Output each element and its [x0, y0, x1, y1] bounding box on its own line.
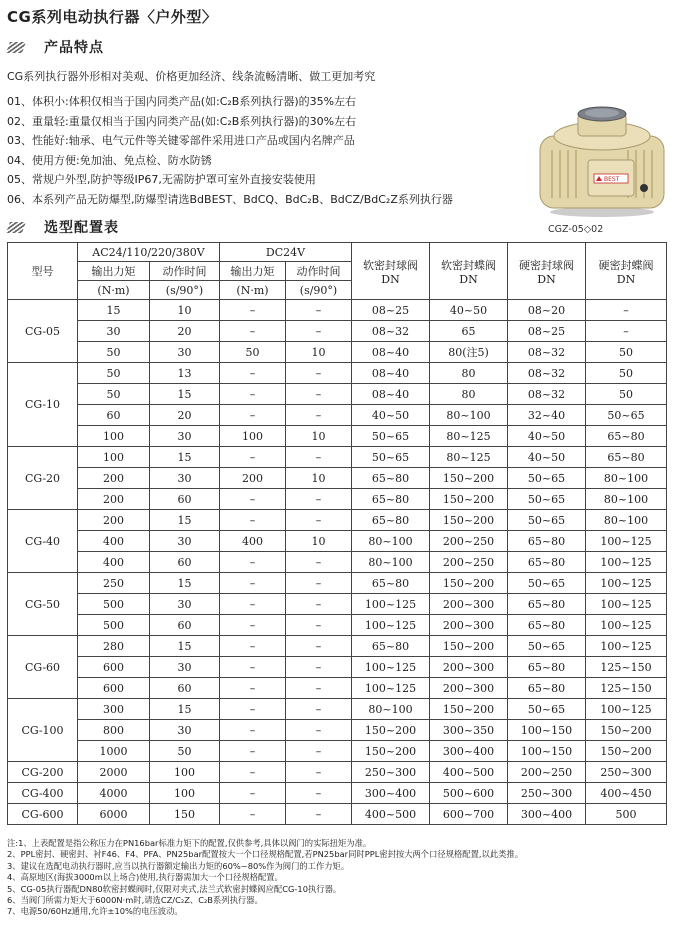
table-cell: 250: [78, 573, 150, 594]
table-cell: 80~125: [430, 447, 508, 468]
table-cell: 50~65: [508, 510, 586, 531]
table-cell: 20: [150, 405, 220, 426]
table-row: [8, 300, 667, 321]
header-soft-butterfly: 软密封蝶阀 DN: [430, 243, 508, 300]
table-cell: 50~65: [586, 405, 667, 426]
table-cell: –: [286, 699, 352, 720]
table-cell: –: [286, 783, 352, 804]
table-cell: –: [286, 510, 352, 531]
model-cell: CG-40: [8, 510, 78, 573]
section-marker-icon: [6, 222, 26, 233]
table-cell: 65~80: [586, 426, 667, 447]
model-cell: CG-100: [8, 699, 78, 762]
table-cell: 200: [220, 468, 286, 489]
table-cell: 08~32: [508, 384, 586, 405]
table-cell: 80: [430, 363, 508, 384]
table-row: [8, 510, 667, 531]
table-cell: 400: [78, 552, 150, 573]
table-cell: 200~300: [430, 678, 508, 699]
table-cell: –: [220, 447, 286, 468]
table-cell: 60: [78, 405, 150, 426]
table-cell: 50: [586, 363, 667, 384]
table-cell: –: [286, 363, 352, 384]
table-row: [8, 363, 667, 384]
table-cell: –: [286, 657, 352, 678]
table-row: [8, 552, 667, 573]
header-ac-torque-unit: (N·m): [78, 281, 150, 300]
table-row: [8, 699, 667, 720]
feature-item: 03、性能好:轴承、电气元件等关键零部件采用进口产品或国内名牌产品: [7, 134, 355, 147]
table-cell: 40~50: [352, 405, 430, 426]
table-cell: 100~150: [508, 741, 586, 762]
table-cell: –: [586, 300, 667, 321]
table-cell: 80(注5): [430, 342, 508, 363]
table-cell: –: [286, 405, 352, 426]
table-cell: 150~200: [586, 741, 667, 762]
feature-item: 02、重量轻:重量仅相当于国内同类产品(如:C₂B系列执行器)的30%左右: [7, 114, 357, 128]
note-line: 4、高原地区(海拔3000m以上场合)使用,执行器需加大一个口径规格配置。: [7, 872, 283, 883]
table-cell: 10: [286, 468, 352, 489]
table-cell: 30: [78, 321, 150, 342]
table-cell: 50~65: [508, 468, 586, 489]
selection-table: [7, 242, 667, 825]
table-cell: 15: [150, 447, 220, 468]
table-cell: 200~300: [430, 657, 508, 678]
table-cell: 100~125: [352, 594, 430, 615]
table-cell: 15: [150, 510, 220, 531]
table-cell: 80~100: [430, 405, 508, 426]
table-cell: 65~80: [508, 552, 586, 573]
model-cell: CG-400: [8, 783, 78, 804]
brand-label: BEST: [604, 176, 620, 183]
table-cell: 100~125: [586, 699, 667, 720]
table-cell: 50: [220, 342, 286, 363]
table-cell: 15: [150, 699, 220, 720]
table-cell: 50: [586, 384, 667, 405]
table-cell: –: [286, 594, 352, 615]
table-cell: 65: [430, 321, 508, 342]
table-cell: 400: [220, 531, 286, 552]
table-cell: 125~150: [586, 657, 667, 678]
table-row: [8, 342, 667, 363]
header-dc-time-unit: (s/90°): [286, 281, 352, 300]
table-row: [8, 657, 667, 678]
table-cell: –: [220, 363, 286, 384]
section-header-features: [8, 37, 104, 57]
table-row: [8, 636, 667, 657]
table-cell: 500: [78, 615, 150, 636]
table-cell: –: [220, 405, 286, 426]
table-cell: 100: [78, 447, 150, 468]
table-cell: –: [220, 552, 286, 573]
table-cell: 08~40: [352, 363, 430, 384]
section-marker-icon: [6, 42, 26, 53]
note-line: 5、CG-05执行器配DN80软密封蝶阀时,仅限对夹式,法兰式软密封蝶阀应配CG-10执行器。: [7, 883, 342, 894]
table-row: [8, 426, 667, 447]
table-cell: –: [220, 510, 286, 531]
table-cell: 80~100: [352, 552, 430, 573]
model-cell: CG-200: [8, 762, 78, 783]
table-cell: 65~80: [352, 468, 430, 489]
table-cell: –: [286, 636, 352, 657]
table-cell: 100~125: [586, 636, 667, 657]
table-cell: 08~20: [508, 300, 586, 321]
table-cell: 30: [150, 468, 220, 489]
header-ac: AC24/110/220/380V: [78, 243, 220, 262]
table-cell: 50: [150, 741, 220, 762]
table-cell: 150~200: [430, 468, 508, 489]
note-line: 注:1、上表配置是指公称压力在PN16bar标准力矩下的配置,仅供参考,具体以阀门的实际扭矩为准。: [7, 838, 372, 848]
table-cell: 150~200: [430, 510, 508, 531]
table-cell: 100~125: [586, 573, 667, 594]
table-cell: 150~200: [430, 489, 508, 510]
table-cell: –: [220, 384, 286, 405]
table-cell: 100: [78, 426, 150, 447]
table-cell: –: [220, 489, 286, 510]
table-cell: 400~500: [352, 804, 430, 825]
table-cell: –: [220, 300, 286, 321]
model-cell: CG-60: [8, 636, 78, 699]
section-title: 产品特点: [44, 40, 104, 56]
table-cell: 50: [78, 363, 150, 384]
table-cell: 40~50: [508, 447, 586, 468]
table-cell: 150~200: [352, 720, 430, 741]
table-cell: 500~600: [430, 783, 508, 804]
table-cell: 100~125: [586, 531, 667, 552]
table-cell: 300: [78, 699, 150, 720]
table-cell: 65~80: [352, 573, 430, 594]
table-cell: 08~32: [508, 363, 586, 384]
table-cell: 150~200: [352, 741, 430, 762]
table-row: [8, 741, 667, 762]
table-cell: 10: [286, 426, 352, 447]
table-cell: 30: [150, 720, 220, 741]
table-cell: 80~100: [586, 510, 667, 531]
table-cell: 200~300: [430, 615, 508, 636]
table-row: [8, 405, 667, 426]
model-cell: CG-50: [8, 573, 78, 636]
table-row: [8, 447, 667, 468]
section-title: 选型配置表: [44, 220, 119, 236]
header-ac-torque: 输出力矩: [78, 262, 150, 281]
table-cell: 500: [586, 804, 667, 825]
table-cell: 50~65: [352, 426, 430, 447]
intro-text: CG系列执行器外形相对美观、价格更加经济、线条流畅清晰、做工更加考究: [7, 70, 376, 83]
table-cell: 400~450: [586, 783, 667, 804]
note-line: 7、电源50/60Hz通用,允许±10%的电压波动。: [7, 906, 183, 917]
table-cell: 250~300: [352, 762, 430, 783]
table-cell: 50~65: [508, 699, 586, 720]
model-cell: CG-05: [8, 300, 78, 363]
note-line: 6、当阀门所需力矩大于6000N·m时,请选CZ/C₂Z、C₂B系列执行器。: [7, 895, 263, 906]
table-row: [8, 384, 667, 405]
table-cell: 10: [286, 342, 352, 363]
table-cell: 280: [78, 636, 150, 657]
table-cell: 150~200: [430, 573, 508, 594]
table-cell: –: [220, 762, 286, 783]
table-cell: 600: [78, 657, 150, 678]
table-cell: 65~80: [352, 510, 430, 531]
table-cell: –: [220, 804, 286, 825]
table-cell: 100~125: [352, 615, 430, 636]
table-cell: 15: [150, 573, 220, 594]
table-cell: –: [286, 552, 352, 573]
table-cell: 10: [150, 300, 220, 321]
table-cell: 150~200: [586, 720, 667, 741]
table-cell: 80~125: [430, 426, 508, 447]
table-row: [8, 783, 667, 804]
table-cell: 08~25: [508, 321, 586, 342]
table-cell: –: [220, 657, 286, 678]
table-cell: –: [286, 741, 352, 762]
table-cell: 500: [78, 594, 150, 615]
table-cell: –: [220, 741, 286, 762]
table-cell: 400~500: [430, 762, 508, 783]
table-cell: 600: [78, 678, 150, 699]
table-cell: 60: [150, 615, 220, 636]
table-cell: 10: [286, 531, 352, 552]
table-cell: 60: [150, 489, 220, 510]
table-cell: –: [286, 678, 352, 699]
table-cell: 2000: [78, 762, 150, 783]
table-cell: 40~50: [430, 300, 508, 321]
table-row: [8, 531, 667, 552]
table-cell: 08~32: [352, 321, 430, 342]
table-cell: 80~100: [586, 468, 667, 489]
header-ac-time: 动作时间: [150, 262, 220, 281]
table-cell: –: [286, 384, 352, 405]
table-cell: –: [220, 783, 286, 804]
feature-item: 06、本系列产品无防爆型,防爆型请选BdBEST、BdCQ、BdC₂B、BdCZ/BdC₂Z系列执行器: [7, 192, 453, 206]
table-cell: 200: [78, 489, 150, 510]
table-cell: 100~125: [586, 594, 667, 615]
table-cell: –: [220, 720, 286, 741]
table-row: [8, 594, 667, 615]
header-hard-butterfly: 硬密封蝶阀 DN: [586, 243, 667, 300]
table-cell: 13: [150, 363, 220, 384]
feature-item: 04、使用方便:免加油、免点检、防水防锈: [7, 153, 212, 167]
header-ac-time-unit: (s/90°): [150, 281, 220, 300]
table-cell: –: [286, 300, 352, 321]
table-cell: –: [286, 720, 352, 741]
table-cell: 200~250: [508, 762, 586, 783]
table-cell: 1000: [78, 741, 150, 762]
table-cell: 08~40: [352, 384, 430, 405]
table-cell: –: [286, 573, 352, 594]
note-line: 3、建议在选配电动执行器时,应当以执行器额定输出力矩的60%~80%作为阀门的工作力矩。: [7, 860, 350, 871]
table-cell: 125~150: [586, 678, 667, 699]
table-cell: 65~80: [508, 615, 586, 636]
table-cell: 32~40: [508, 405, 586, 426]
table-cell: 15: [78, 300, 150, 321]
table-cell: 100~125: [586, 552, 667, 573]
table-cell: –: [220, 594, 286, 615]
header-dc: DC24V: [220, 243, 352, 262]
table-cell: 08~40: [352, 342, 430, 363]
table-cell: 200~250: [430, 531, 508, 552]
table-cell: 65~80: [508, 531, 586, 552]
table-cell: 65~80: [352, 489, 430, 510]
table-cell: 30: [150, 531, 220, 552]
table-cell: 100~125: [352, 678, 430, 699]
table-cell: 100~125: [586, 615, 667, 636]
table-cell: –: [286, 321, 352, 342]
table-cell: 4000: [78, 783, 150, 804]
table-cell: 30: [150, 594, 220, 615]
table-cell: –: [220, 636, 286, 657]
table-cell: 300~400: [430, 741, 508, 762]
table-row: [8, 573, 667, 594]
table-row: [8, 804, 667, 825]
header-model: 型号: [8, 243, 78, 300]
header-dc-torque-unit: (N·m): [220, 281, 286, 300]
table-cell: 250~300: [508, 783, 586, 804]
table-cell: 80~100: [352, 531, 430, 552]
table-cell: 50~65: [508, 489, 586, 510]
table-row: [8, 762, 667, 783]
table-cell: 200: [78, 510, 150, 531]
table-cell: 30: [150, 342, 220, 363]
table-row: [8, 678, 667, 699]
table-cell: 400: [78, 531, 150, 552]
table-cell: 800: [78, 720, 150, 741]
table-cell: 65~80: [508, 594, 586, 615]
table-cell: –: [220, 615, 286, 636]
table-cell: 08~25: [352, 300, 430, 321]
feature-list: [7, 92, 453, 209]
table-cell: –: [220, 573, 286, 594]
table-cell: –: [286, 615, 352, 636]
table-cell: 50~65: [508, 573, 586, 594]
table-cell: 150~200: [430, 699, 508, 720]
table-cell: 6000: [78, 804, 150, 825]
table-cell: 100: [220, 426, 286, 447]
table-cell: 80~100: [352, 699, 430, 720]
table-cell: 300~350: [430, 720, 508, 741]
table-cell: 30: [150, 657, 220, 678]
table-cell: 80~100: [586, 489, 667, 510]
table-cell: 80: [430, 384, 508, 405]
table-cell: 50~65: [508, 636, 586, 657]
table-cell: 100: [150, 783, 220, 804]
table-cell: 150: [150, 804, 220, 825]
table-cell: 200~250: [430, 552, 508, 573]
model-cell: CG-20: [8, 447, 78, 510]
table-cell: 15: [150, 384, 220, 405]
table-cell: 60: [150, 678, 220, 699]
table-cell: 100~125: [352, 657, 430, 678]
header-hard-ball: 硬密封球阀 DN: [508, 243, 586, 300]
table-row: [8, 720, 667, 741]
table-cell: 08~32: [508, 342, 586, 363]
header-dc-time: 动作时间: [286, 262, 352, 281]
table-cell: 15: [150, 636, 220, 657]
header-soft-ball: 软密封球阀 DN: [352, 243, 430, 300]
table-cell: 50~65: [352, 447, 430, 468]
table-cell: 40~50: [508, 426, 586, 447]
notes-block: [7, 838, 523, 918]
table-cell: 600~700: [430, 804, 508, 825]
table-cell: –: [220, 321, 286, 342]
model-cell: CG-600: [8, 804, 78, 825]
table-row: [8, 615, 667, 636]
actuator-product-image: [532, 100, 672, 220]
table-cell: 200~300: [430, 594, 508, 615]
product-caption: CGZ-05◇02: [548, 224, 604, 235]
table-cell: 65~80: [508, 678, 586, 699]
feature-item: 05、常规户外型,防护等级IP67,无需防护罩可室外直接安装使用: [7, 173, 316, 186]
table-row: [8, 321, 667, 342]
table-row: [8, 489, 667, 510]
table-cell: 65~80: [586, 447, 667, 468]
model-cell: CG-10: [8, 363, 78, 447]
feature-item: 01、体积小:体积仅相当于国内同类产品(如:C₂B系列执行器)的35%左右: [7, 95, 357, 108]
table-cell: 60: [150, 552, 220, 573]
table-cell: 20: [150, 321, 220, 342]
table-cell: –: [286, 804, 352, 825]
table-cell: 300~400: [508, 804, 586, 825]
note-line: 2、PPL密封、硬密封、衬F46、F4、PFA、PN25bar配置按大一个口径规格配置,若PN25bar同时PPL密封按大两个口径规格配置,以此类推。: [7, 849, 524, 860]
table-cell: –: [220, 678, 286, 699]
table-row: [8, 468, 667, 489]
table-cell: 150~200: [430, 636, 508, 657]
table-cell: 100~150: [508, 720, 586, 741]
table-cell: –: [286, 489, 352, 510]
table-cell: 65~80: [508, 657, 586, 678]
header-dc-torque: 输出力矩: [220, 262, 286, 281]
table-cell: 50: [78, 342, 150, 363]
table-cell: 30: [150, 426, 220, 447]
table-cell: 300~400: [352, 783, 430, 804]
table-cell: 65~80: [352, 636, 430, 657]
table-cell: –: [286, 762, 352, 783]
table-cell: –: [220, 699, 286, 720]
table-cell: –: [586, 321, 667, 342]
page-title: CG系列电动执行器〈户外型〉: [7, 8, 218, 26]
table-cell: 50: [78, 384, 150, 405]
table-cell: 100: [150, 762, 220, 783]
table-cell: 50: [586, 342, 667, 363]
table-cell: 200: [78, 468, 150, 489]
table-cell: –: [286, 447, 352, 468]
table-cell: 250~300: [586, 762, 667, 783]
section-header-table: [8, 217, 119, 237]
